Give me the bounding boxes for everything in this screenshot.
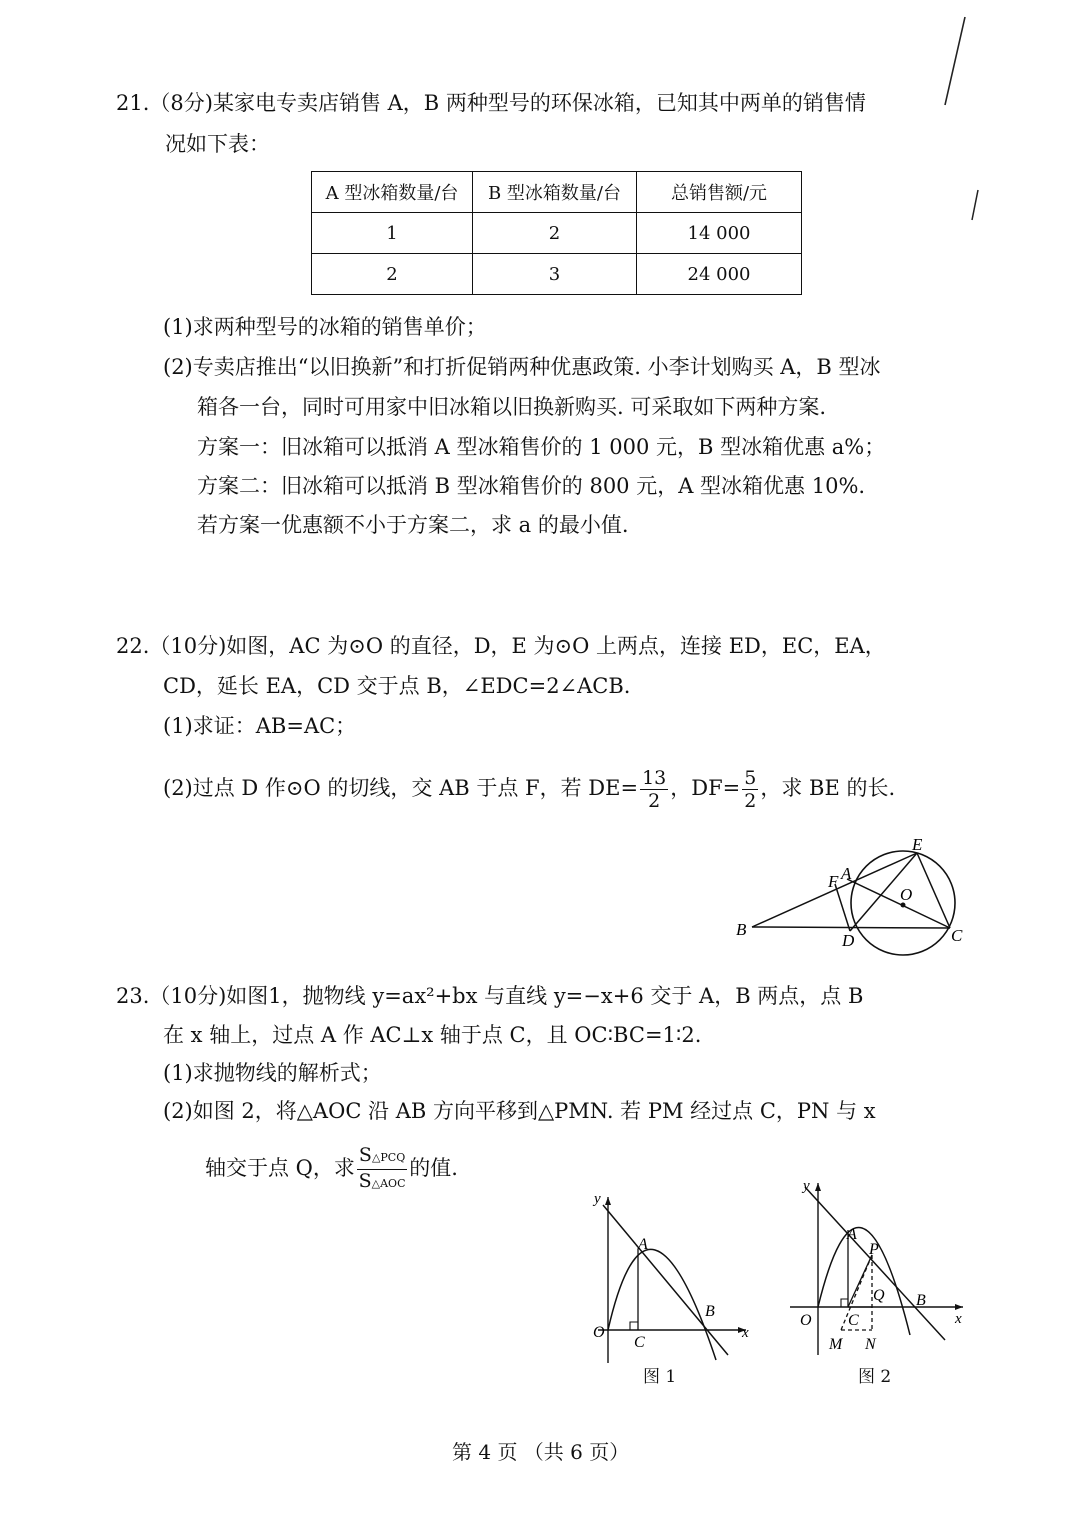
segment-pc: [848, 1255, 872, 1307]
q22-part1: (1)求证：AB=AC；: [163, 714, 357, 738]
table-row: [312, 213, 802, 254]
q23-part1: (1)求抛物线的解析式；: [163, 1061, 382, 1085]
fraction-denominator: 2: [648, 790, 661, 812]
fraction-numerator: 5: [744, 767, 757, 789]
label-o: O: [800, 1312, 812, 1329]
q22-part2-mid: ，DF=: [670, 776, 741, 800]
table-cell: 3: [473, 254, 637, 295]
figure-2-caption: 图 2: [858, 1367, 892, 1387]
q22-part2-pre: (2)过点 D 作⊙O 的切线，交 AB 于点 F，若 DE=: [163, 776, 639, 800]
numerator-subscript: △PCQ: [371, 1151, 406, 1164]
figure-2: [785, 1175, 970, 1365]
y-axis-arrow: [815, 1183, 821, 1191]
pen-stroke: [945, 17, 965, 105]
table-cell: 2: [312, 254, 473, 295]
line-ab: [603, 1205, 728, 1355]
fraction-df: [742, 767, 758, 812]
label-b: B: [916, 1292, 926, 1309]
table-header-a: A 型冰箱数量/台: [312, 172, 473, 213]
right-angle-mark: [841, 1299, 848, 1307]
q22-part2: [163, 760, 895, 816]
label-c: C: [951, 926, 963, 945]
label-y: y: [803, 1178, 810, 1194]
label-f: F: [828, 872, 839, 891]
line-fd: [835, 884, 850, 931]
q21-plan3: 若方案一优惠额不小于方案二，求 a 的最小值.: [197, 513, 629, 537]
fraction-numerator: [357, 1144, 407, 1170]
parabola: [818, 1227, 910, 1335]
area-ratio-fraction: [357, 1144, 407, 1195]
label-c: C: [634, 1334, 645, 1351]
line-ac: [847, 879, 950, 928]
q21-part2-line2: 箱各一台，同时可用家中旧冰箱以旧换新购买. 可采取如下两种方案.: [197, 395, 827, 419]
denominator-symbol: S: [358, 1170, 372, 1192]
table-row: [312, 254, 802, 295]
label-b: B: [736, 920, 747, 939]
q23-part2-post: 的值.: [409, 1156, 458, 1180]
label-x: x: [742, 1325, 749, 1341]
label-o: O: [900, 885, 913, 904]
label-b: B: [705, 1303, 715, 1320]
label-a: A: [638, 1236, 648, 1253]
table-cell: 14 000: [637, 213, 802, 254]
fraction-numerator: 13: [642, 767, 667, 789]
sales-table: [311, 171, 802, 295]
q21-part1: (1)求两种型号的冰箱的销售单价；: [163, 315, 487, 339]
numerator-symbol: S: [358, 1144, 372, 1166]
label-o: O: [593, 1324, 605, 1341]
label-d: D: [842, 931, 855, 950]
label-e: E: [912, 835, 923, 854]
fraction-denominator: [357, 1170, 407, 1195]
q21-part2-line1: (2)专卖店推出“以旧换新”和打折促销两种优惠政策. 小李计划购买 A，B 型冰: [163, 355, 881, 379]
table-header-total: 总销售额/元: [637, 172, 802, 213]
label-p: P: [869, 1241, 879, 1258]
figure-1: [578, 1185, 758, 1365]
parabola: [608, 1249, 716, 1360]
label-a: A: [841, 864, 852, 883]
fraction-de: [640, 767, 668, 812]
circle-figure: [730, 830, 980, 960]
q22-part2-post: ，求 BE 的长.: [760, 776, 896, 800]
denominator-subscript: △AOC: [371, 1177, 406, 1190]
fraction-denominator: 2: [744, 790, 757, 812]
q22-line2: CD，延长 EA，CD 交于点 B，∠EDC=2∠ACB.: [163, 674, 631, 698]
label-a: A: [847, 1226, 857, 1243]
label-n: N: [865, 1336, 876, 1353]
line-ab: [805, 1187, 945, 1340]
q21-line1: 21.（8分)某家电专卖店销售 A，B 两种型号的环保冰箱，已知其中两单的销售情: [116, 91, 866, 115]
table-cell: 24 000: [637, 254, 802, 295]
table-cell: 2: [473, 213, 637, 254]
label-m: M: [829, 1336, 843, 1353]
page-footer: 第 4 页 （共 6 页）: [452, 1440, 630, 1464]
q23-line2: 在 x 轴上，过点 A 作 AC⊥x 轴于点 C，且 OC∶BC=1∶2.: [163, 1023, 702, 1047]
q22-line1: 22.（10分)如图，AC 为⊙O 的直径，D，E 为⊙O 上两点，连接 ED，EC，EA，: [116, 634, 886, 658]
pen-marks: [930, 15, 980, 225]
table-header-row: [312, 172, 802, 213]
figure-1-caption: 图 1: [643, 1367, 677, 1387]
line-bc: [752, 927, 950, 928]
pen-stroke: [972, 190, 978, 220]
label-c: C: [848, 1312, 859, 1329]
table-cell: 1: [312, 213, 473, 254]
q21-line2: 况如下表：: [165, 132, 270, 156]
label-q: Q: [873, 1287, 885, 1304]
q23-part2-line1: (2)如图 2，将△AOC 沿 AB 方向平移到△PMN. 若 PM 经过点 C，PN 与 x: [163, 1099, 876, 1123]
label-x: x: [955, 1311, 962, 1327]
q23-part2-line2: [205, 1140, 458, 1196]
line-ec: [917, 853, 950, 928]
q21-plan1: 方案一：旧冰箱可以抵消 A 型冰箱售价的 1 000 元，B 型冰箱优惠 a%；: [197, 435, 886, 459]
y-axis-arrow: [605, 1197, 611, 1205]
label-y: y: [594, 1191, 601, 1207]
q23-line1: 23.（10分)如图1，抛物线 y=ax²+bx 与直线 y=−x+6 交于 A，B 两点，点 B: [116, 984, 864, 1008]
q21-plan2: 方案二：旧冰箱可以抵消 B 型冰箱售价的 800 元，A 型冰箱优惠 10%.: [197, 474, 866, 498]
x-axis-arrow: [955, 1304, 963, 1310]
right-angle-mark: [630, 1322, 638, 1330]
q23-part2-pre: 轴交于点 Q，求: [205, 1156, 355, 1180]
table-header-b: B 型冰箱数量/台: [473, 172, 637, 213]
